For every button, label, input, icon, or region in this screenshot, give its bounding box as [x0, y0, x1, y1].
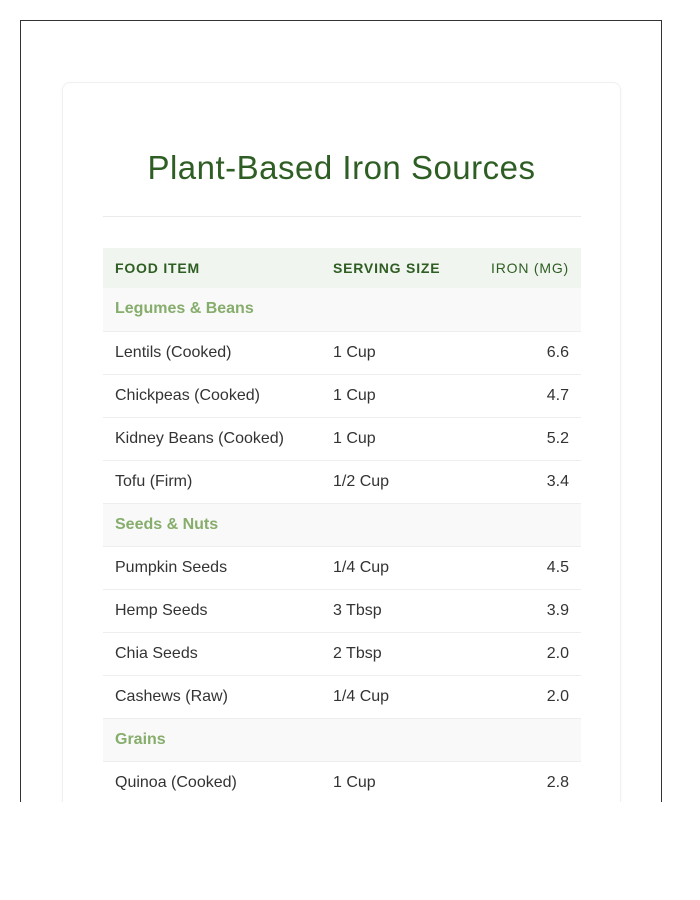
food-item-cell: Chia Seeds [103, 632, 321, 675]
iron-value-cell: 6.6 [463, 331, 581, 374]
serving-size-cell: 1 Cup [321, 761, 463, 802]
table-row [103, 374, 581, 417]
serving-size-cell: 2 Tbsp [321, 632, 463, 675]
table-row [103, 331, 581, 374]
iron-value-cell: 4.5 [463, 546, 581, 589]
category-row [103, 288, 581, 331]
category-label: Seeds & Nuts [103, 503, 581, 546]
iron-value-cell: 3.4 [463, 460, 581, 503]
iron-value-cell: 2.8 [463, 761, 581, 802]
page-frame [20, 20, 662, 802]
food-item-cell: Cashews (Raw) [103, 675, 321, 718]
iron-sources-table [103, 248, 581, 802]
serving-size-cell: 1 Cup [321, 374, 463, 417]
category-label: Legumes & Beans [103, 288, 581, 331]
table-row [103, 417, 581, 460]
header-serving-size: SERVING SIZE [321, 248, 463, 288]
serving-size-cell: 1/4 Cup [321, 675, 463, 718]
header-iron-mg: IRON (MG) [463, 248, 581, 288]
food-item-cell: Pumpkin Seeds [103, 546, 321, 589]
table-row [103, 761, 581, 802]
iron-value-cell: 4.7 [463, 374, 581, 417]
iron-value-cell: 2.0 [463, 675, 581, 718]
serving-size-cell: 1/4 Cup [321, 546, 463, 589]
table-row [103, 460, 581, 503]
title-divider [103, 216, 581, 217]
serving-size-cell: 1/2 Cup [321, 460, 463, 503]
table-row [103, 546, 581, 589]
iron-value-cell: 2.0 [463, 632, 581, 675]
table-row [103, 632, 581, 675]
category-row [103, 503, 581, 546]
serving-size-cell: 3 Tbsp [321, 589, 463, 632]
food-item-cell: Lentils (Cooked) [103, 331, 321, 374]
food-item-cell: Tofu (Firm) [103, 460, 321, 503]
category-label: Grains [103, 718, 581, 761]
serving-size-cell: 1 Cup [321, 331, 463, 374]
food-item-cell: Quinoa (Cooked) [103, 761, 321, 802]
iron-value-cell: 3.9 [463, 589, 581, 632]
category-row [103, 718, 581, 761]
table-header-row [103, 248, 581, 288]
page-title: Plant-Based Iron Sources [147, 149, 536, 186]
food-item-cell: Hemp Seeds [103, 589, 321, 632]
food-item-cell: Kidney Beans (Cooked) [103, 417, 321, 460]
table-row [103, 589, 581, 632]
iron-value-cell: 5.2 [463, 417, 581, 460]
food-item-cell: Chickpeas (Cooked) [103, 374, 321, 417]
table-row [103, 675, 581, 718]
serving-size-cell: 1 Cup [321, 417, 463, 460]
header-food-item: FOOD ITEM [103, 248, 321, 288]
content-card [62, 82, 621, 802]
